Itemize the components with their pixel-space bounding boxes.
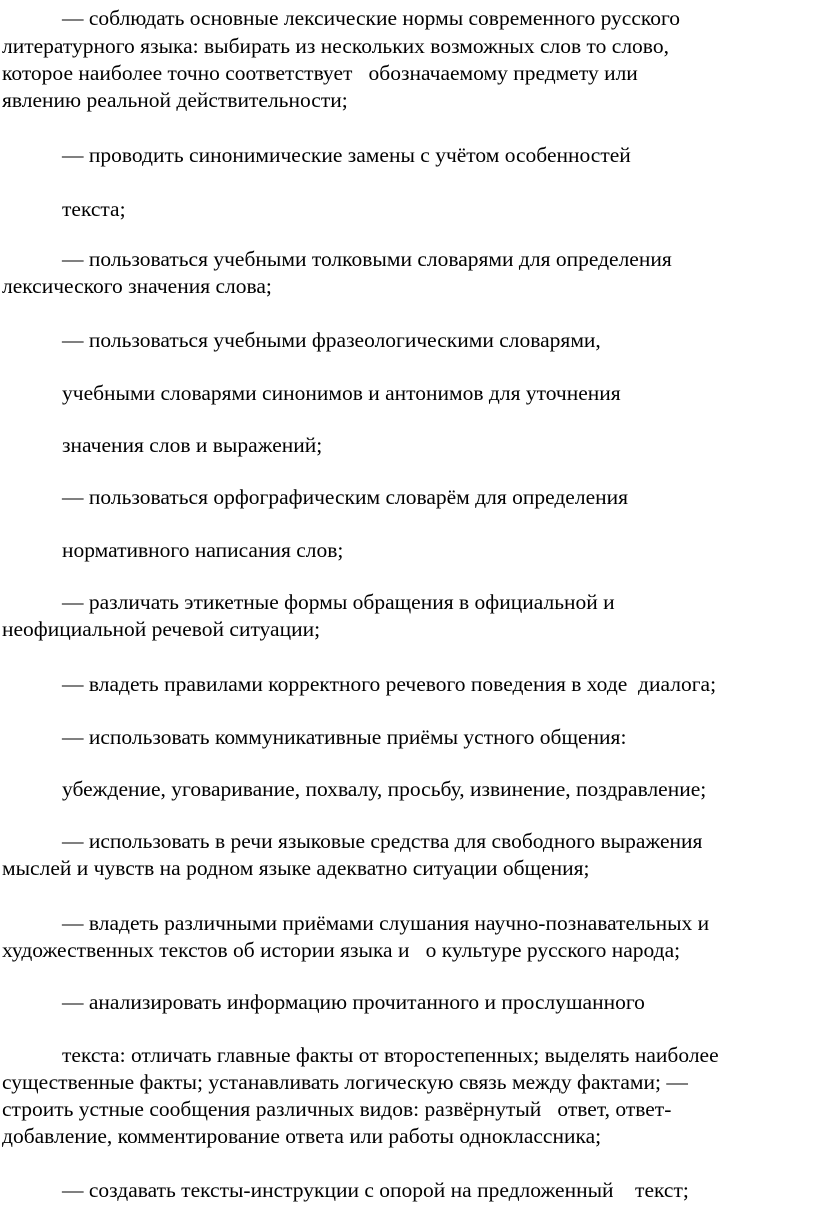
text-line: существенные факты; устанавливать логическую связь между фактами; — <box>2 1070 688 1094</box>
text-line: — владеть правилами корректного речевого поведения в ходе диалога; <box>62 672 717 696</box>
text-line: нормативного написания слов; <box>62 538 344 562</box>
text-line: текста; <box>62 197 126 221</box>
text-line: — различать этикетные формы обращения в официальной и <box>62 590 615 614</box>
text-line: мыслей и чувств на родном языке адекватно ситуации общения; <box>2 856 590 880</box>
text-line: — анализировать информацию прочитанного и прослушанного <box>62 990 645 1014</box>
text-line: явлению реальной действительности; <box>2 88 348 112</box>
text-line: неофициальной речевой ситуации; <box>2 617 321 641</box>
text-line: — использовать коммуникативные приёмы устного общения: <box>62 725 627 749</box>
text-line: — пользоваться орфографическим словарём для определения <box>62 485 629 509</box>
text-line: добавление, комментирование ответа или работы одноклассника; <box>2 1124 602 1148</box>
text-line: значения слов и выражений; <box>62 433 323 457</box>
text-line: которое наиболее точно соответствует обозначаемому предмету или <box>2 61 638 85</box>
text-line: строить устные сообщения различных видов: развёрнутый ответ, ответ- <box>2 1097 672 1121</box>
text-line: текста: отличать главные факты от второстепенных; выделять наиболее <box>62 1043 719 1067</box>
text-line: литературного языка: выбирать из нескольких возможных слов то слово, <box>2 34 669 58</box>
text-line: — использовать в речи языковые средства для свободного выражения <box>62 829 703 853</box>
text-line: учебными словарями синонимов и антонимов для уточнения <box>62 381 621 405</box>
text-line: убеждение, уговаривание, похвалу, просьбу, извинение, поздравление; <box>62 777 707 801</box>
text-line: — пользоваться учебными толковыми словарями для определения <box>62 247 672 271</box>
text-line: — пользоваться учебными фразеологическими словарями, <box>62 328 601 352</box>
text-line: — соблюдать основные лексические нормы современного русского <box>62 6 681 30</box>
text-line: — проводить синонимические замены с учётом особенностей <box>62 143 631 167</box>
text-line: лексического значения слова; <box>2 274 272 298</box>
text-line: — владеть различными приёмами слушания научно-познавательных и <box>62 911 710 935</box>
text-line: художественных текстов об истории языка и о культуре русского народа; <box>2 938 681 962</box>
text-line: — создавать тексты-инструкции с опорой на предложенный текст; <box>62 1178 689 1202</box>
